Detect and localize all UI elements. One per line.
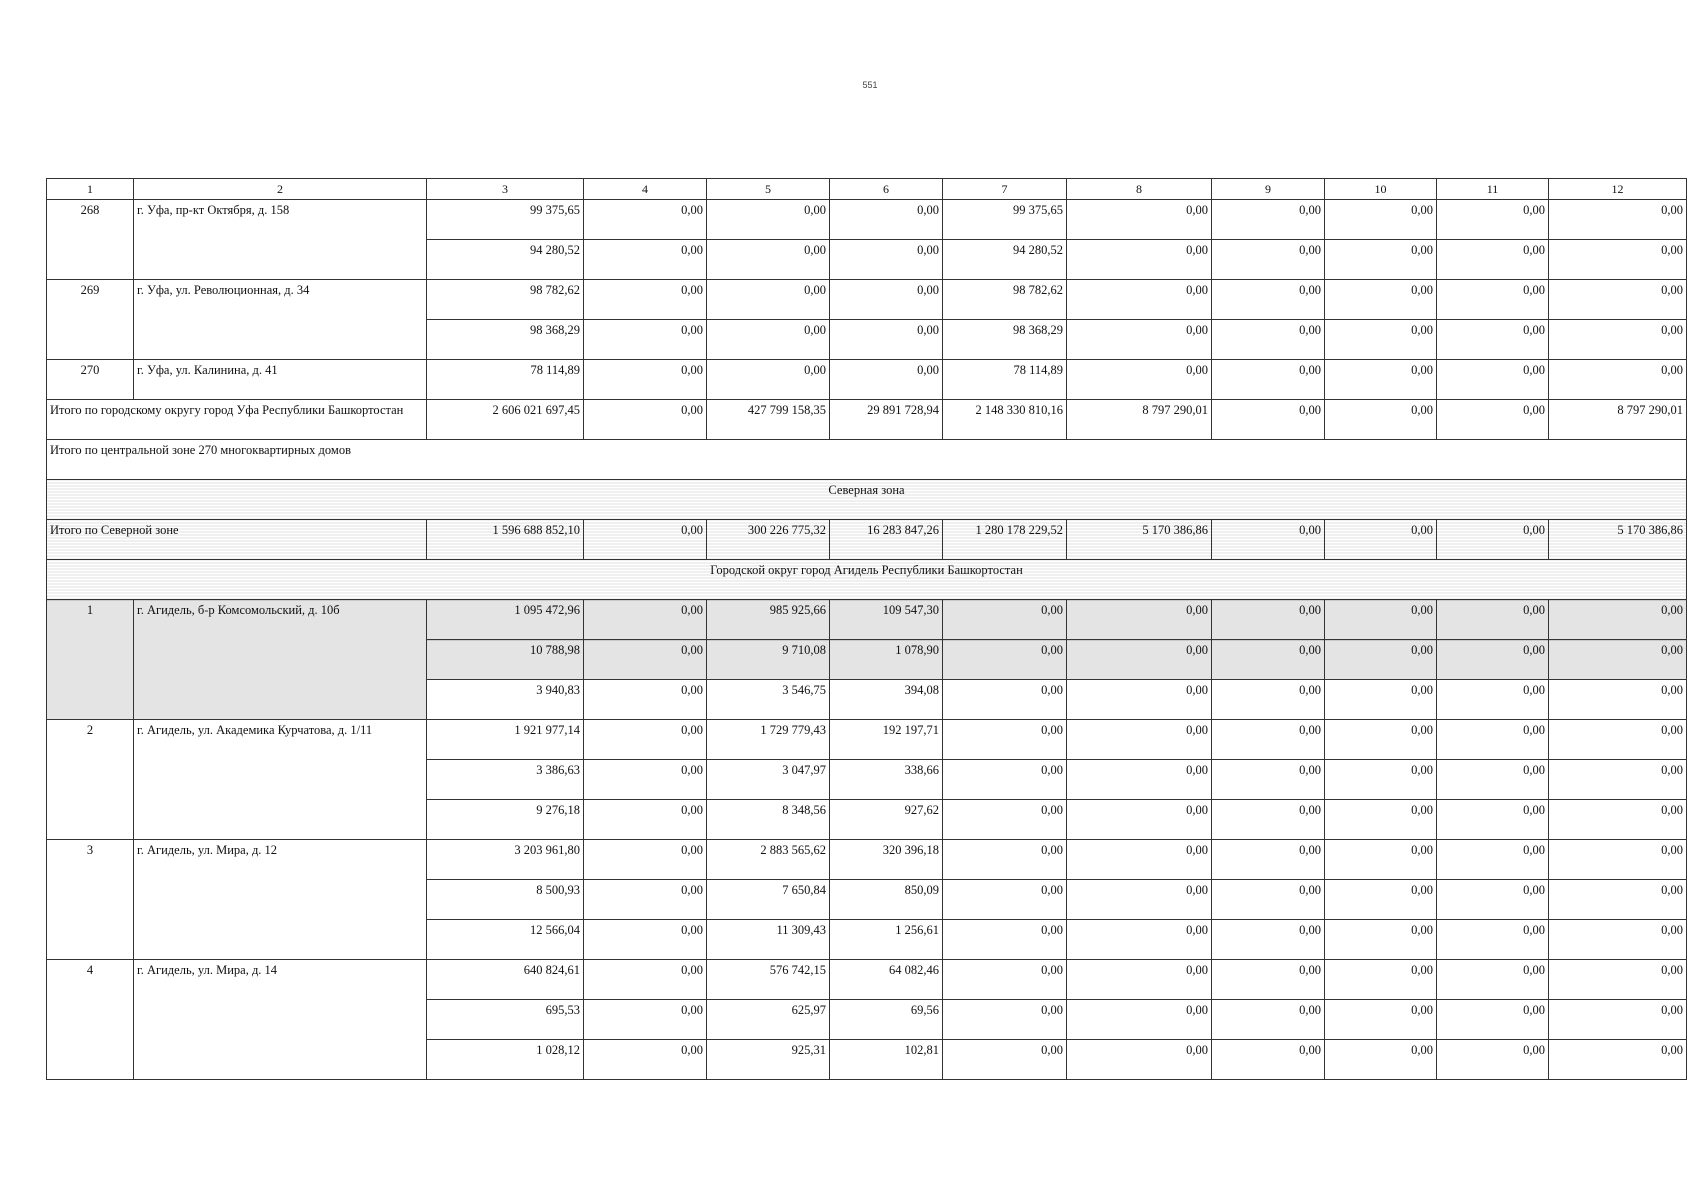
column-number-5: 5: [707, 179, 830, 200]
value-cell-col-9: 0,00: [1212, 600, 1325, 640]
value-cell-col-4: 0,00: [584, 920, 707, 960]
value-cell-col-9: 0,00: [1212, 760, 1325, 800]
value-cell-col-12: 0,00: [1549, 800, 1687, 840]
total-value-col-12: 5 170 386,86: [1549, 520, 1687, 560]
value-cell-col-10: 0,00: [1325, 360, 1437, 400]
value-cell-col-8: 0,00: [1067, 720, 1212, 760]
total-value-col-11: 0,00: [1437, 400, 1549, 440]
value-cell-col-11: 0,00: [1437, 1000, 1549, 1040]
value-cell-col-6: 850,09: [830, 880, 943, 920]
value-cell-col-4: 0,00: [584, 760, 707, 800]
address-cell: г. Агидель, ул. Академика Курчатова, д. 1/11: [134, 720, 427, 840]
value-cell-col-12: 0,00: [1549, 360, 1687, 400]
value-cell-col-7: 0,00: [943, 960, 1067, 1000]
value-cell-col-3: 3 203 961,80: [427, 840, 584, 880]
value-cell-col-11: 0,00: [1437, 640, 1549, 680]
total-value-col-3: 1 596 688 852,10: [427, 520, 584, 560]
address-cell: г. Агидель, б-р Комсомольский, д. 10б: [134, 600, 427, 720]
value-cell-col-5: 0,00: [707, 280, 830, 320]
total-value-col-7: 2 148 330 810,16: [943, 400, 1067, 440]
value-cell-col-7: 0,00: [943, 800, 1067, 840]
total-value-col-8: 5 170 386,86: [1067, 520, 1212, 560]
column-number-10: 10: [1325, 179, 1437, 200]
value-cell-col-4: 0,00: [584, 840, 707, 880]
value-cell-col-12: 0,00: [1549, 1000, 1687, 1040]
value-cell-col-4: 0,00: [584, 600, 707, 640]
total-value-col-5: 427 799 158,35: [707, 400, 830, 440]
value-cell-col-3: 78 114,89: [427, 360, 584, 400]
value-cell-col-4: 0,00: [584, 200, 707, 240]
total-label: Итого по Северной зоне: [47, 520, 427, 560]
value-cell-col-10: 0,00: [1325, 640, 1437, 680]
value-cell-col-6: 102,81: [830, 1040, 943, 1080]
value-cell-col-12: 0,00: [1549, 240, 1687, 280]
address-cell: г. Агидель, ул. Мира, д. 12: [134, 840, 427, 960]
value-cell-col-3: 99 375,65: [427, 200, 584, 240]
value-cell-col-6: 0,00: [830, 240, 943, 280]
value-cell-col-8: 0,00: [1067, 920, 1212, 960]
value-cell-col-8: 0,00: [1067, 360, 1212, 400]
zone-heading: Северная зона: [47, 480, 1687, 520]
column-number-6: 6: [830, 179, 943, 200]
table-row: [47, 440, 1687, 480]
value-cell-col-6: 0,00: [830, 360, 943, 400]
value-cell-col-6: 64 082,46: [830, 960, 943, 1000]
value-cell-col-6: 1 256,61: [830, 920, 943, 960]
total-value-col-12: 8 797 290,01: [1549, 400, 1687, 440]
value-cell-col-6: 1 078,90: [830, 640, 943, 680]
value-cell-col-6: 338,66: [830, 760, 943, 800]
row-index: 1: [47, 600, 134, 720]
value-cell-col-4: 0,00: [584, 240, 707, 280]
row-index: 268: [47, 200, 134, 280]
value-cell-col-6: 0,00: [830, 320, 943, 360]
value-cell-col-7: 0,00: [943, 680, 1067, 720]
total-value-col-4: 0,00: [584, 400, 707, 440]
value-cell-col-3: 98 782,62: [427, 280, 584, 320]
total-value-col-6: 29 891 728,94: [830, 400, 943, 440]
value-cell-col-11: 0,00: [1437, 200, 1549, 240]
value-cell-col-7: 0,00: [943, 760, 1067, 800]
column-number-2: 2: [134, 179, 427, 200]
value-cell-col-7: 98 368,29: [943, 320, 1067, 360]
value-cell-col-3: 1 095 472,96: [427, 600, 584, 640]
total-value-col-9: 0,00: [1212, 400, 1325, 440]
value-cell-col-12: 0,00: [1549, 280, 1687, 320]
value-cell-col-9: 0,00: [1212, 320, 1325, 360]
value-cell-col-12: 0,00: [1549, 1040, 1687, 1080]
address-cell: г. Уфа, ул. Революционная, д. 34: [134, 280, 427, 360]
address-cell: г. Уфа, пр-кт Октября, д. 158: [134, 200, 427, 280]
value-cell-col-4: 0,00: [584, 720, 707, 760]
value-cell-col-9: 0,00: [1212, 640, 1325, 680]
value-cell-col-9: 0,00: [1212, 920, 1325, 960]
value-cell-col-9: 0,00: [1212, 720, 1325, 760]
value-cell-col-7: 0,00: [943, 920, 1067, 960]
value-cell-col-5: 0,00: [707, 320, 830, 360]
column-number-4: 4: [584, 179, 707, 200]
value-cell-col-11: 0,00: [1437, 960, 1549, 1000]
zone-heading: Городской округ город Агидель Республики Башкортостан: [47, 560, 1687, 600]
value-cell-col-10: 0,00: [1325, 600, 1437, 640]
value-cell-col-7: 98 782,62: [943, 280, 1067, 320]
value-cell-col-10: 0,00: [1325, 280, 1437, 320]
column-number-11: 11: [1437, 179, 1549, 200]
value-cell-col-5: 985 925,66: [707, 600, 830, 640]
value-cell-col-9: 0,00: [1212, 960, 1325, 1000]
value-cell-col-8: 0,00: [1067, 760, 1212, 800]
total-value-col-7: 1 280 178 229,52: [943, 520, 1067, 560]
value-cell-col-7: 0,00: [943, 840, 1067, 880]
value-cell-col-4: 0,00: [584, 1000, 707, 1040]
value-cell-col-3: 94 280,52: [427, 240, 584, 280]
value-cell-col-8: 0,00: [1067, 1000, 1212, 1040]
value-cell-col-7: 0,00: [943, 720, 1067, 760]
value-cell-col-4: 0,00: [584, 360, 707, 400]
table-row: [47, 960, 1687, 1000]
value-cell-col-12: 0,00: [1549, 920, 1687, 960]
value-cell-col-3: 695,53: [427, 1000, 584, 1040]
value-cell-col-9: 0,00: [1212, 840, 1325, 880]
value-cell-col-11: 0,00: [1437, 760, 1549, 800]
value-cell-col-9: 0,00: [1212, 800, 1325, 840]
total-value-col-9: 0,00: [1212, 520, 1325, 560]
total-value-col-3: 2 606 021 697,45: [427, 400, 584, 440]
value-cell-col-11: 0,00: [1437, 360, 1549, 400]
row-index: 3: [47, 840, 134, 960]
value-cell-col-3: 3 940,83: [427, 680, 584, 720]
value-cell-col-5: 925,31: [707, 1040, 830, 1080]
value-cell-col-4: 0,00: [584, 280, 707, 320]
row-index: 2: [47, 720, 134, 840]
table-row: [47, 720, 1687, 760]
value-cell-col-9: 0,00: [1212, 200, 1325, 240]
table-row: [47, 480, 1687, 520]
value-cell-col-8: 0,00: [1067, 600, 1212, 640]
value-cell-col-4: 0,00: [584, 640, 707, 680]
value-cell-col-10: 0,00: [1325, 320, 1437, 360]
value-cell-col-10: 0,00: [1325, 760, 1437, 800]
value-cell-col-3: 1 028,12: [427, 1040, 584, 1080]
value-cell-col-7: 0,00: [943, 600, 1067, 640]
value-cell-col-10: 0,00: [1325, 840, 1437, 880]
value-cell-col-4: 0,00: [584, 680, 707, 720]
value-cell-col-9: 0,00: [1212, 360, 1325, 400]
column-number-8: 8: [1067, 179, 1212, 200]
table-row: [47, 560, 1687, 600]
value-cell-col-5: 11 309,43: [707, 920, 830, 960]
value-cell-col-9: 0,00: [1212, 1000, 1325, 1040]
table-row: [47, 280, 1687, 320]
value-cell-col-6: 192 197,71: [830, 720, 943, 760]
value-cell-col-9: 0,00: [1212, 680, 1325, 720]
value-cell-col-12: 0,00: [1549, 880, 1687, 920]
value-cell-col-10: 0,00: [1325, 880, 1437, 920]
column-number-3: 3: [427, 179, 584, 200]
value-cell-col-8: 0,00: [1067, 200, 1212, 240]
value-cell-col-5: 1 729 779,43: [707, 720, 830, 760]
total-value-col-10: 0,00: [1325, 400, 1437, 440]
value-cell-col-9: 0,00: [1212, 240, 1325, 280]
value-cell-col-12: 0,00: [1549, 760, 1687, 800]
value-cell-col-11: 0,00: [1437, 920, 1549, 960]
value-cell-col-10: 0,00: [1325, 800, 1437, 840]
value-cell-col-10: 0,00: [1325, 240, 1437, 280]
value-cell-col-10: 0,00: [1325, 960, 1437, 1000]
value-cell-col-4: 0,00: [584, 320, 707, 360]
value-cell-col-11: 0,00: [1437, 880, 1549, 920]
value-cell-col-11: 0,00: [1437, 320, 1549, 360]
total-value-col-11: 0,00: [1437, 520, 1549, 560]
column-number-1: 1: [47, 179, 134, 200]
value-cell-col-3: 10 788,98: [427, 640, 584, 680]
value-cell-col-12: 0,00: [1549, 600, 1687, 640]
data-table: [46, 178, 1687, 1080]
value-cell-col-5: 0,00: [707, 200, 830, 240]
total-value-col-8: 8 797 290,01: [1067, 400, 1212, 440]
value-cell-col-6: 69,56: [830, 1000, 943, 1040]
value-cell-col-8: 0,00: [1067, 240, 1212, 280]
value-cell-col-7: 94 280,52: [943, 240, 1067, 280]
value-cell-col-8: 0,00: [1067, 640, 1212, 680]
value-cell-col-9: 0,00: [1212, 280, 1325, 320]
value-cell-col-5: 3 546,75: [707, 680, 830, 720]
value-cell-col-8: 0,00: [1067, 1040, 1212, 1080]
summary-label: Итого по центральной зоне 270 многоквартирных домов: [47, 440, 1687, 480]
value-cell-col-3: 1 921 977,14: [427, 720, 584, 760]
value-cell-col-10: 0,00: [1325, 1000, 1437, 1040]
value-cell-col-7: 0,00: [943, 880, 1067, 920]
value-cell-col-10: 0,00: [1325, 200, 1437, 240]
value-cell-col-3: 12 566,04: [427, 920, 584, 960]
value-cell-col-8: 0,00: [1067, 280, 1212, 320]
value-cell-col-5: 576 742,15: [707, 960, 830, 1000]
total-value-col-10: 0,00: [1325, 520, 1437, 560]
value-cell-col-8: 0,00: [1067, 960, 1212, 1000]
row-index: 269: [47, 280, 134, 360]
table-row: [47, 400, 1687, 440]
row-index: 4: [47, 960, 134, 1080]
value-cell-col-7: 0,00: [943, 640, 1067, 680]
value-cell-col-9: 0,00: [1212, 880, 1325, 920]
address-cell: г. Уфа, ул. Калинина, д. 41: [134, 360, 427, 400]
value-cell-col-12: 0,00: [1549, 840, 1687, 880]
value-cell-col-5: 3 047,97: [707, 760, 830, 800]
value-cell-col-5: 625,97: [707, 1000, 830, 1040]
value-cell-col-4: 0,00: [584, 1040, 707, 1080]
value-cell-col-12: 0,00: [1549, 200, 1687, 240]
value-cell-col-11: 0,00: [1437, 600, 1549, 640]
value-cell-col-3: 3 386,63: [427, 760, 584, 800]
column-number-7: 7: [943, 179, 1067, 200]
value-cell-col-9: 0,00: [1212, 1040, 1325, 1080]
value-cell-col-11: 0,00: [1437, 840, 1549, 880]
value-cell-col-4: 0,00: [584, 880, 707, 920]
value-cell-col-8: 0,00: [1067, 840, 1212, 880]
value-cell-col-6: 927,62: [830, 800, 943, 840]
total-value-col-4: 0,00: [584, 520, 707, 560]
column-number-9: 9: [1212, 179, 1325, 200]
value-cell-col-10: 0,00: [1325, 920, 1437, 960]
value-cell-col-6: 0,00: [830, 280, 943, 320]
value-cell-col-7: 0,00: [943, 1000, 1067, 1040]
value-cell-col-5: 0,00: [707, 360, 830, 400]
value-cell-col-6: 320 396,18: [830, 840, 943, 880]
table-row: [47, 600, 1687, 640]
value-cell-col-3: 640 824,61: [427, 960, 584, 1000]
value-cell-col-11: 0,00: [1437, 280, 1549, 320]
value-cell-col-8: 0,00: [1067, 880, 1212, 920]
total-value-col-5: 300 226 775,32: [707, 520, 830, 560]
value-cell-col-3: 8 500,93: [427, 880, 584, 920]
value-cell-col-3: 9 276,18: [427, 800, 584, 840]
value-cell-col-4: 0,00: [584, 800, 707, 840]
table-row: [47, 520, 1687, 560]
value-cell-col-12: 0,00: [1549, 640, 1687, 680]
value-cell-col-11: 0,00: [1437, 800, 1549, 840]
value-cell-col-8: 0,00: [1067, 320, 1212, 360]
value-cell-col-4: 0,00: [584, 960, 707, 1000]
value-cell-col-7: 0,00: [943, 1040, 1067, 1080]
value-cell-col-5: 8 348,56: [707, 800, 830, 840]
column-number-12: 12: [1549, 179, 1687, 200]
table-row: [47, 360, 1687, 400]
table-row: [47, 200, 1687, 240]
value-cell-col-5: 9 710,08: [707, 640, 830, 680]
value-cell-col-11: 0,00: [1437, 240, 1549, 280]
value-cell-col-6: 109 547,30: [830, 600, 943, 640]
value-cell-col-8: 0,00: [1067, 680, 1212, 720]
value-cell-col-3: 98 368,29: [427, 320, 584, 360]
value-cell-col-11: 0,00: [1437, 680, 1549, 720]
table-row: [47, 840, 1687, 880]
value-cell-col-12: 0,00: [1549, 960, 1687, 1000]
value-cell-col-5: 7 650,84: [707, 880, 830, 920]
value-cell-col-7: 99 375,65: [943, 200, 1067, 240]
page-number: 551: [862, 80, 878, 90]
value-cell-col-10: 0,00: [1325, 1040, 1437, 1080]
value-cell-col-5: 2 883 565,62: [707, 840, 830, 880]
value-cell-col-12: 0,00: [1549, 680, 1687, 720]
value-cell-col-12: 0,00: [1549, 320, 1687, 360]
value-cell-col-10: 0,00: [1325, 680, 1437, 720]
row-index: 270: [47, 360, 134, 400]
value-cell-col-6: 0,00: [830, 200, 943, 240]
header-row: [47, 179, 1687, 200]
total-value-col-6: 16 283 847,26: [830, 520, 943, 560]
value-cell-col-11: 0,00: [1437, 1040, 1549, 1080]
value-cell-col-5: 0,00: [707, 240, 830, 280]
address-cell: г. Агидель, ул. Мира, д. 14: [134, 960, 427, 1080]
value-cell-col-11: 0,00: [1437, 720, 1549, 760]
value-cell-col-10: 0,00: [1325, 720, 1437, 760]
value-cell-col-12: 0,00: [1549, 720, 1687, 760]
value-cell-col-6: 394,08: [830, 680, 943, 720]
value-cell-col-7: 78 114,89: [943, 360, 1067, 400]
value-cell-col-8: 0,00: [1067, 800, 1212, 840]
total-label: Итого по городскому округу город Уфа Республики Башкортостан: [47, 400, 427, 440]
